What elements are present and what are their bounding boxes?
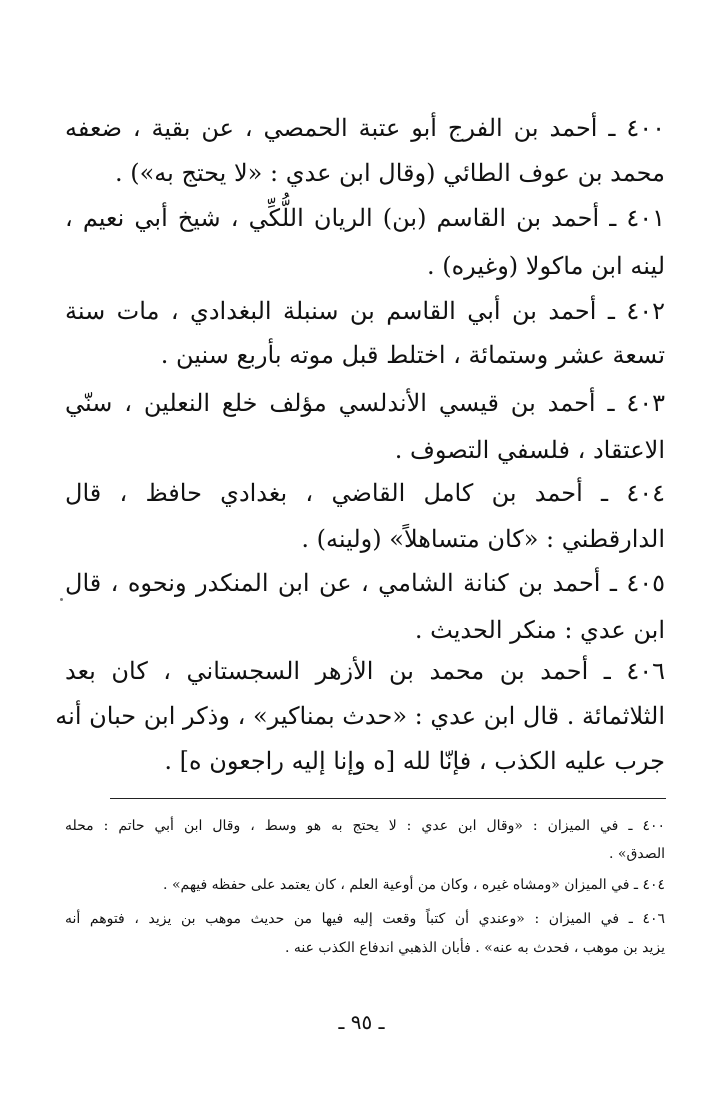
entry-404-line-1: ٤٠٤ ـ أحمد بن كامل القاضي ، بغدادي حافظ ، قال <box>65 479 665 507</box>
entry-401-line-1: ٤٠١ ـ أحمد بن القاسم (بن) الريان اللُّكِّي ، شيخ أبي نعيم ، <box>65 204 665 232</box>
entry-403-line-2: الاعتقاد ، فلسفي التصوف . <box>394 436 665 464</box>
entry-403-line-1: ٤٠٣ ـ أحمد بن قيسي الأندلسي مؤلف خلع النعلين ، سنّي <box>65 389 665 417</box>
footnote-404-line-1: ٤٠٤ ـ في الميزان «ومشاه غيره ، وكان من أوعية العلم ، كان يعتمد على حفظه فيهم» . <box>163 877 665 893</box>
entry-400-line-2: محمد بن عوف الطائي (وقال ابن عدي : «لا يحتج به») . <box>114 159 665 187</box>
page-number: ـ ٩٥ ـ <box>338 1010 385 1034</box>
entry-402-line-1: ٤٠٢ ـ أحمد بن أبي القاسم بن سنبلة البغدادي ، مات سنة <box>65 297 665 325</box>
footnote-separator <box>110 798 666 799</box>
footnote-400-line-1: ٤٠٠ ـ في الميزان : «وقال ابن عدي : لا يحتج به هو وسط ، وقال ابن أبي حاتم : محله <box>65 818 665 834</box>
entry-400-line-1: ٤٠٠ ـ أحمد بن الفرج أبو عتبة الحمصي ، عن بقية ، ضعفه <box>65 114 665 142</box>
scan-speck <box>60 598 63 601</box>
entry-401-line-2: لينه ابن ماكولا (وغيره) . <box>426 252 665 280</box>
entry-406-line-2: الثلاثمائة . قال ابن عدي : «حدث بمناكير» ، وذكر ابن حبان أنه <box>55 702 665 730</box>
entry-405-line-1: ٤٠٥ ـ أحمد بن كنانة الشامي ، عن ابن المنكدر ونحوه ، قال <box>65 569 665 597</box>
entry-405-line-2: ابن عدي : منكر الحديث . <box>414 616 665 644</box>
entry-406-line-3: جرب عليه الكذب ، فإنّا لله [ه وإنا إليه راجعون ه] . <box>164 747 665 775</box>
entry-404-line-2: الدارقطني : «كان متساهلاً» (ولينه) . <box>301 525 665 553</box>
footnote-406-line-2: يزيد بن موهب ، فحدث به عنه» . فأبان الذهبي اندفاع الكذب عنه . <box>285 940 665 956</box>
footnote-406-line-1: ٤٠٦ ـ في الميزان : «وعندي أن كتباً وقعت إليه فيها من حديث موهب بن يزيد ، فتوهم أنه <box>65 911 665 927</box>
entry-402-line-2: تسعة عشر وستمائة ، اختلط قبل موته بأربع سنين . <box>160 341 665 369</box>
footnote-400-line-2: الصدق» . <box>609 846 665 862</box>
entry-406-line-1: ٤٠٦ ـ أحمد بن محمد بن الأزهر السجستاني ، كان بعد <box>65 657 665 685</box>
